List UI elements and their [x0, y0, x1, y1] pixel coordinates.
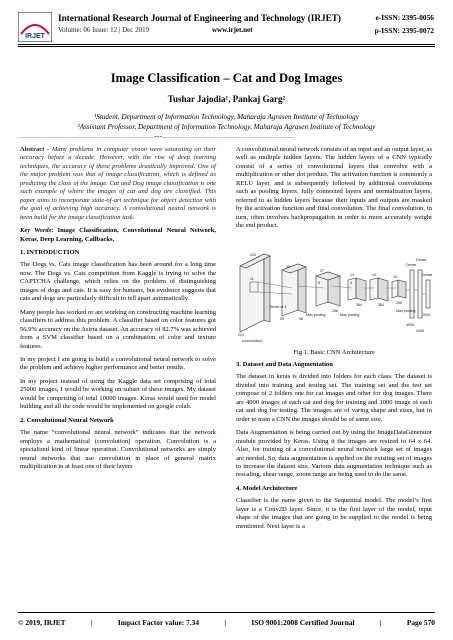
cnn-diagram — [236, 236, 432, 346]
paper-title: Image Classification – Cat and Dog Images — [110, 71, 343, 85]
keywords — [20, 227, 216, 244]
volume-issue: Volume: 06 Issue: 12 | Dec 2019 — [58, 26, 150, 34]
header-rule — [18, 44, 435, 45]
p-issn: p-ISSN: 2395-0072 — [374, 26, 434, 35]
cnn-paragraph-2: A convolutional neural network consists of an input and an output layer, as well as multiple hidden layers. The hidden layers of a CNN typically consist of a series of convolutional layers that convolve with a multiplication or other dot product. The activation function is commonly a RELU layer, and is subsequently followed by additional convolutions such as pooling layers, fully connected layers and normalization layers, referred to as hidden layers because their inputs and outputs are masked by the activation function and final convolution. The final convolution, in turn, often involves backpropagation in order to more accurately weight the end product. — [236, 146, 432, 230]
conv5-volume — [392, 280, 406, 298]
label-55b: 55 — [280, 316, 284, 321]
footer-divider-2: | — [224, 618, 226, 627]
label-256: 256 — [332, 308, 338, 313]
section-heading-introduction: 1. INTRODUCTION — [20, 248, 80, 256]
keywords-text: : Image Classification, Convolutional Neural Network, Keras, Deep Learning, Callbacks. — [20, 227, 216, 243]
intro-paragraph-1: The Dogs vs. Cats image classification has been around for a long time now. The Dogs vs. Cats competition from Kaggle is trying to solve the CAPTCHA challenge, which relies on the problem of distinguishing images of dogs and cats. It is easy for humans, but evidence suggests that cats and dogs are particularly difficult to tell apart automatically. — [20, 261, 216, 303]
label-dense-2: Dense — [416, 257, 427, 262]
keywords-label: Key Words — [20, 227, 52, 235]
left-column — [20, 146, 216, 476]
label-dense-3: Dense — [422, 272, 432, 277]
label-4096a: 4096 — [406, 322, 414, 327]
label-stride: Stride of 4 — [270, 304, 287, 309]
label-13a: 13 — [350, 272, 354, 277]
footer-iso: ISO 9001:2008 Certified Journal — [251, 618, 355, 627]
figure-caption: Fig 1. Basic CNN Architecture — [293, 348, 375, 356]
label-max-pool-1: Max pooling — [306, 312, 326, 317]
abstract-label: Abstract - — [20, 146, 50, 153]
section-heading-cnn: 2. Convolutional Neural Network — [20, 416, 114, 424]
irjet-logo — [18, 12, 52, 42]
label-96: 96 — [299, 316, 303, 321]
paper-authors: Tushar Jajodia¹, Pankaj Garg² — [167, 94, 286, 104]
footer-divider-1: | — [90, 618, 93, 627]
abstract-text: Many problems in computer vision were saturating on their accuracy before a decade. However, with the rise of deep learning techniques, the accuracy of these problems drastically improved. One of the major problem was that of image classification, which is defined as predicting the class of the image. Cat and Dog image classification is one such example of where the images of cat and dog are classified. This paper aims to incorporate state-of-art technique for object detection with the goal of achieving high accuracy. A convolutional neural network is been build for the image classification task. — [20, 146, 216, 221]
abstract — [20, 146, 216, 222]
header-rule-2 — [18, 46, 435, 47]
label-4096b: 4096 — [416, 328, 424, 333]
label-224b: 224 — [238, 332, 244, 337]
journal-website: www.irjet.net — [212, 26, 253, 34]
footer-copyright: © 2019, IRJET — [18, 618, 66, 627]
affiliation-1: ¹Student, Department of Information Technology, Maharaja Agrasen Institute of Technology — [94, 113, 359, 121]
affiliation-2: ²Assistant Professor, Department of Information Technology, Maharaja Agrasen Institute of Technology — [77, 123, 376, 131]
model-paragraph-1: Classifier is the name given to the Sequential model. The model’s first layer is a Conv2D layer. Since, it is the first layer of the model, input shape of the images that are going to be supplied to the model is being mentioned. Next layer is a — [236, 497, 432, 530]
label-11: 11 — [250, 276, 254, 281]
right-column — [236, 146, 432, 536]
label-13b: 13 — [372, 272, 376, 277]
dense-layer-3 — [426, 280, 430, 308]
label-224: 224 — [250, 252, 256, 257]
footer-impact-factor: Impact Factor value: 7.34 — [117, 618, 200, 627]
label-5: 5 — [318, 280, 320, 285]
label-max-pool-3: Max pooling — [396, 308, 416, 313]
input-volume — [240, 254, 270, 332]
journal-header — [0, 0, 453, 50]
footer-rule — [18, 612, 435, 613]
svg-text:IRJET: IRJET — [25, 33, 45, 40]
label-256b: 256 — [396, 300, 402, 305]
cnn-paragraph-1: The name “convolutional neural network” indicates that the network employs a mathematical (convolution) operation. Convolution is a specialized kind of linear operation. Convolutional networks are simply neural networks that use convolution in place of general matrix multiplication in at least one of their layers — [20, 429, 216, 470]
label-1000: 1000 — [422, 312, 430, 317]
label-384b: 384 — [378, 302, 384, 307]
label-27: 27 — [320, 268, 324, 273]
e-issn: e-ISSN: 2395-0056 — [375, 13, 434, 22]
label-max-pool-2: Max pooling — [340, 312, 360, 317]
dense-layer-2 — [418, 270, 422, 318]
page-footer — [18, 618, 435, 627]
label-55: 55 — [286, 264, 290, 269]
journal-name: International Research Journal of Engineering and Technology (IRJET) — [58, 13, 341, 23]
intro-paragraph-4: In my project instead of using the Kaggle data set comprising of total 25000 images, I would be working on subset of these images. My dataset would be comprising of total 10000 images. Keras would used for model building and all the code would be implemented on google colab. — [20, 377, 216, 411]
label-384a: 384 — [356, 302, 362, 307]
section-heading-model: 4. Model Architecture — [236, 484, 298, 492]
dataset-paragraph-1: The dataset in keras is divided into folders for each class. The dataset is divided into training and testing set. The training set and the test set compose of 2 folders one for cat images and other for dog images. There are 4000 images of each cat and dog for training and 1000 image of each cat and dog for testing. The images are of varing shape and sizes, but in order to train a CNN the images should be of same size. — [236, 373, 432, 423]
intro-paragraph-3: In my project I am going to build a convolutional neural network to solve the problem and achieve higher performance and better results. — [20, 355, 216, 372]
section-heading-dataset: 3. Dataset and Data Augmentation — [236, 360, 333, 368]
label-dense-1: Dense — [406, 262, 417, 267]
intro-paragraph-2: Many people has worked or are working on constructing machine learning classifiers to address this problem. A classifier based on color features got 56.9% accuracy on the Asirra dataset. An accuracy of 82.7% was achieved from a SVM classifier based on a combination of color and texture features. — [20, 308, 216, 350]
conv4-volume — [370, 278, 388, 301]
conv2-volume — [316, 272, 340, 306]
footer-divider-3: | — [379, 618, 382, 627]
label-convolution: (convolution) — [242, 338, 263, 343]
separator-line: -------------------------------------------------------------------------***----------------------------------------------------------------------- — [18, 136, 295, 141]
label-3: 3 — [350, 280, 352, 285]
dataset-paragraph-2: Data Augmentation is being carried out by using the ImageDataGenerator module provided by Keras. Using it the images are resized to 64 x 64. Also, for training of a convolutional neural network large set of images are needed. So, data augmentation is applied on the existing set of images to increase the dataset size. Various data augmentation technique such as rescaling, shear range, zoom range are being used to do the same. — [236, 429, 432, 479]
cnn-architecture-figure — [236, 236, 432, 346]
footer-page-number: Page 570 — [406, 618, 435, 627]
label-13c: 13 — [393, 274, 397, 279]
